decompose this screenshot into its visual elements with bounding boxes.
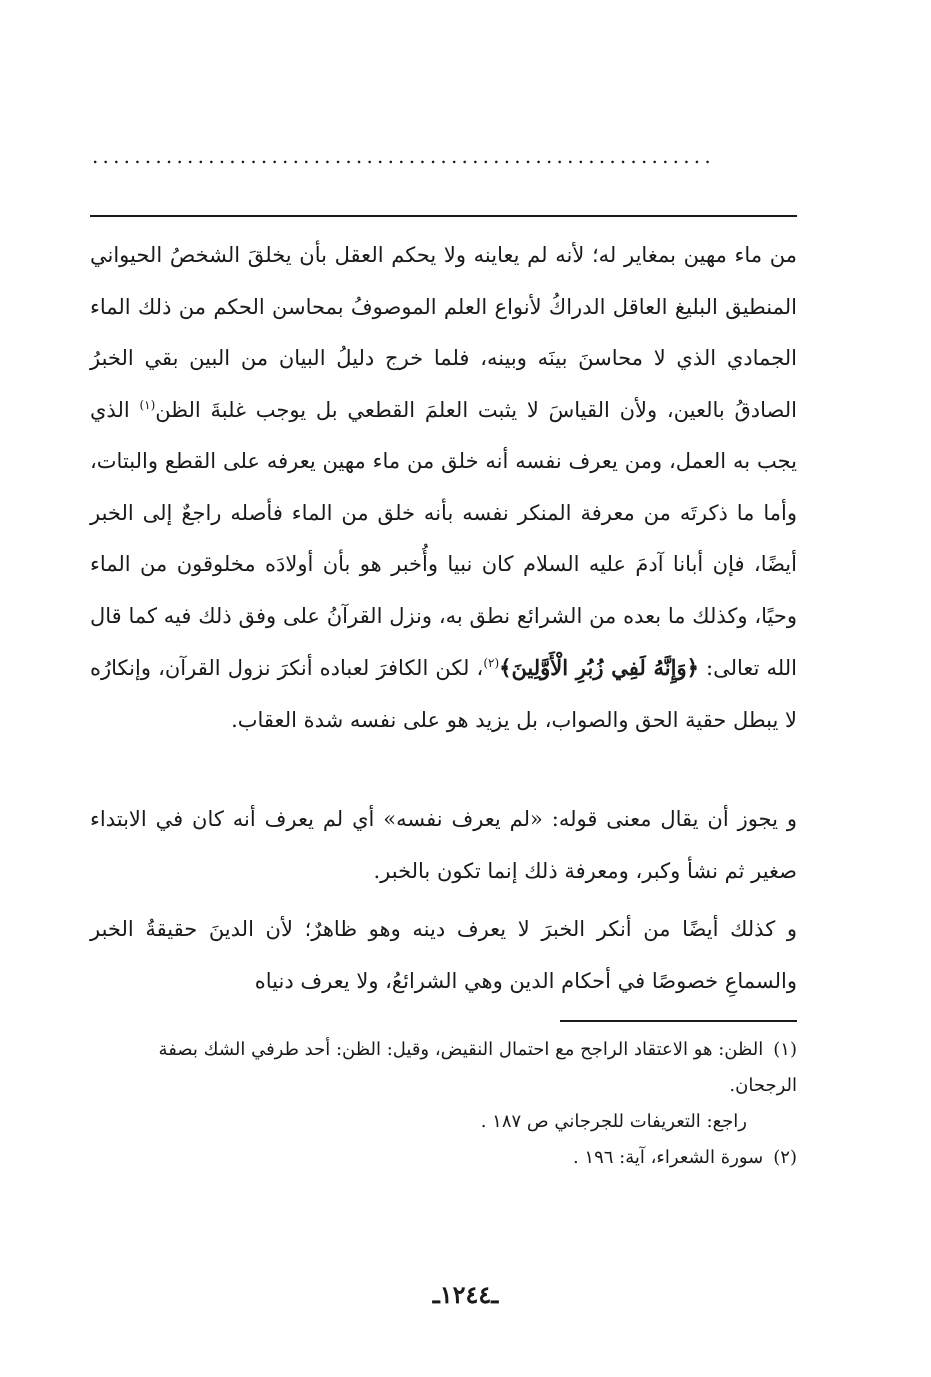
footnote-ref-2[interactable]: (٢) xyxy=(483,656,500,670)
footnote-2-text: سورة الشعراء، آية: ١٩٦ . xyxy=(572,1147,764,1168)
paragraph-1-text: من ماء مهين بمغاير له؛ لأنه لم يعاينه ولا يحكم العقل بأن يخلقَ الشخصُ الحيواني المنطيق البليغ العاقل الدراكُ لأنواع العلم الموصوفُ بمحاسن الحكم من ذلك الماء الجمادي الذي لا محاسنَ بينَه وبينه، فلما خرج دليلُ البيان من البين بقي الخبرُ الصادقُ بالعين، ولأن القياسَ لا يثبت العلمَ القطعي بل يوجب غلبةَ الظن xyxy=(90,243,797,422)
paragraph-1-continuation: الذي يجب به العمل، ومن يعرف نفسه أنه خلق من ماء مهين يعرفه على القطع والبتات، وأما ما ذكرتَه من معرفة المنكر نفسه بأنه خلق من الماء فأصله راجعٌ إلى الخبر أيضًا، فإن أبانا آدمَ عليه السلام كان نبيا وأُخبر هو بأن أولادَه مخلوقون من الماء وحيًا، وكذلك ما بعده من الشرائع نطق به، ونزل القرآنُ على وفق ذلك فيه كما قال الله تعالى: xyxy=(90,397,797,680)
main-paragraph-3: و كذلك أيضًا من أنكر الخبرَ لا يعرف دينه وهو ظاهرٌ؛ لأن الدينَ حقيقةُ الخبر والسماعِ خصوصًا في أحكام الدين وهي الشرائعُ، ولا يعرف دنياه xyxy=(90,917,797,993)
footnote-1-reference: راجع: التعريفات للجرجاني ص ١٨٧ . xyxy=(480,1111,747,1132)
footnote-ref-1[interactable]: (١) xyxy=(139,397,156,412)
footnote-rule xyxy=(560,1020,797,1022)
page-number: ـ١٢٤٤ـ xyxy=(432,1280,499,1309)
footnote-1 xyxy=(90,1032,797,1104)
footnote-1-text: الظن: هو الاعتقاد الراجح مع احتمال النقيض، وقيل: الظن: أحد طرفي الشك بصفة الرجحان. xyxy=(158,1039,797,1096)
footnote-2 xyxy=(90,1140,797,1176)
footnotes xyxy=(90,1032,797,1176)
header-rule xyxy=(90,215,797,217)
paragraph-1-end: ، لكن الكافرَ لعباده أنكرَ نزول القرآن، وإنكارُه لا يبطل حقية الحق والصواب، بل يزيد هو على نفسه شدة العقاب. xyxy=(90,656,797,732)
main-paragraph-2: و يجوز أن يقال معنى قوله: «لم يعرف نفسه» أي لم يعرف أنه كان في الابتداء صغير ثم نشأ وكبر، ومعرفة ذلك إنما تكون بالخبر. xyxy=(90,807,797,883)
footnote-1-number: (١) xyxy=(773,1039,797,1060)
footnote-2-number: (٢) xyxy=(773,1147,797,1168)
header-dot-leader: ........................................................... xyxy=(92,146,715,166)
quran-verse: ﴿وَإِنَّهُ لَفِي زُبُرِ الْأَوَّلِينَ﴾ xyxy=(499,655,699,680)
main-paragraph-1 xyxy=(90,230,797,746)
